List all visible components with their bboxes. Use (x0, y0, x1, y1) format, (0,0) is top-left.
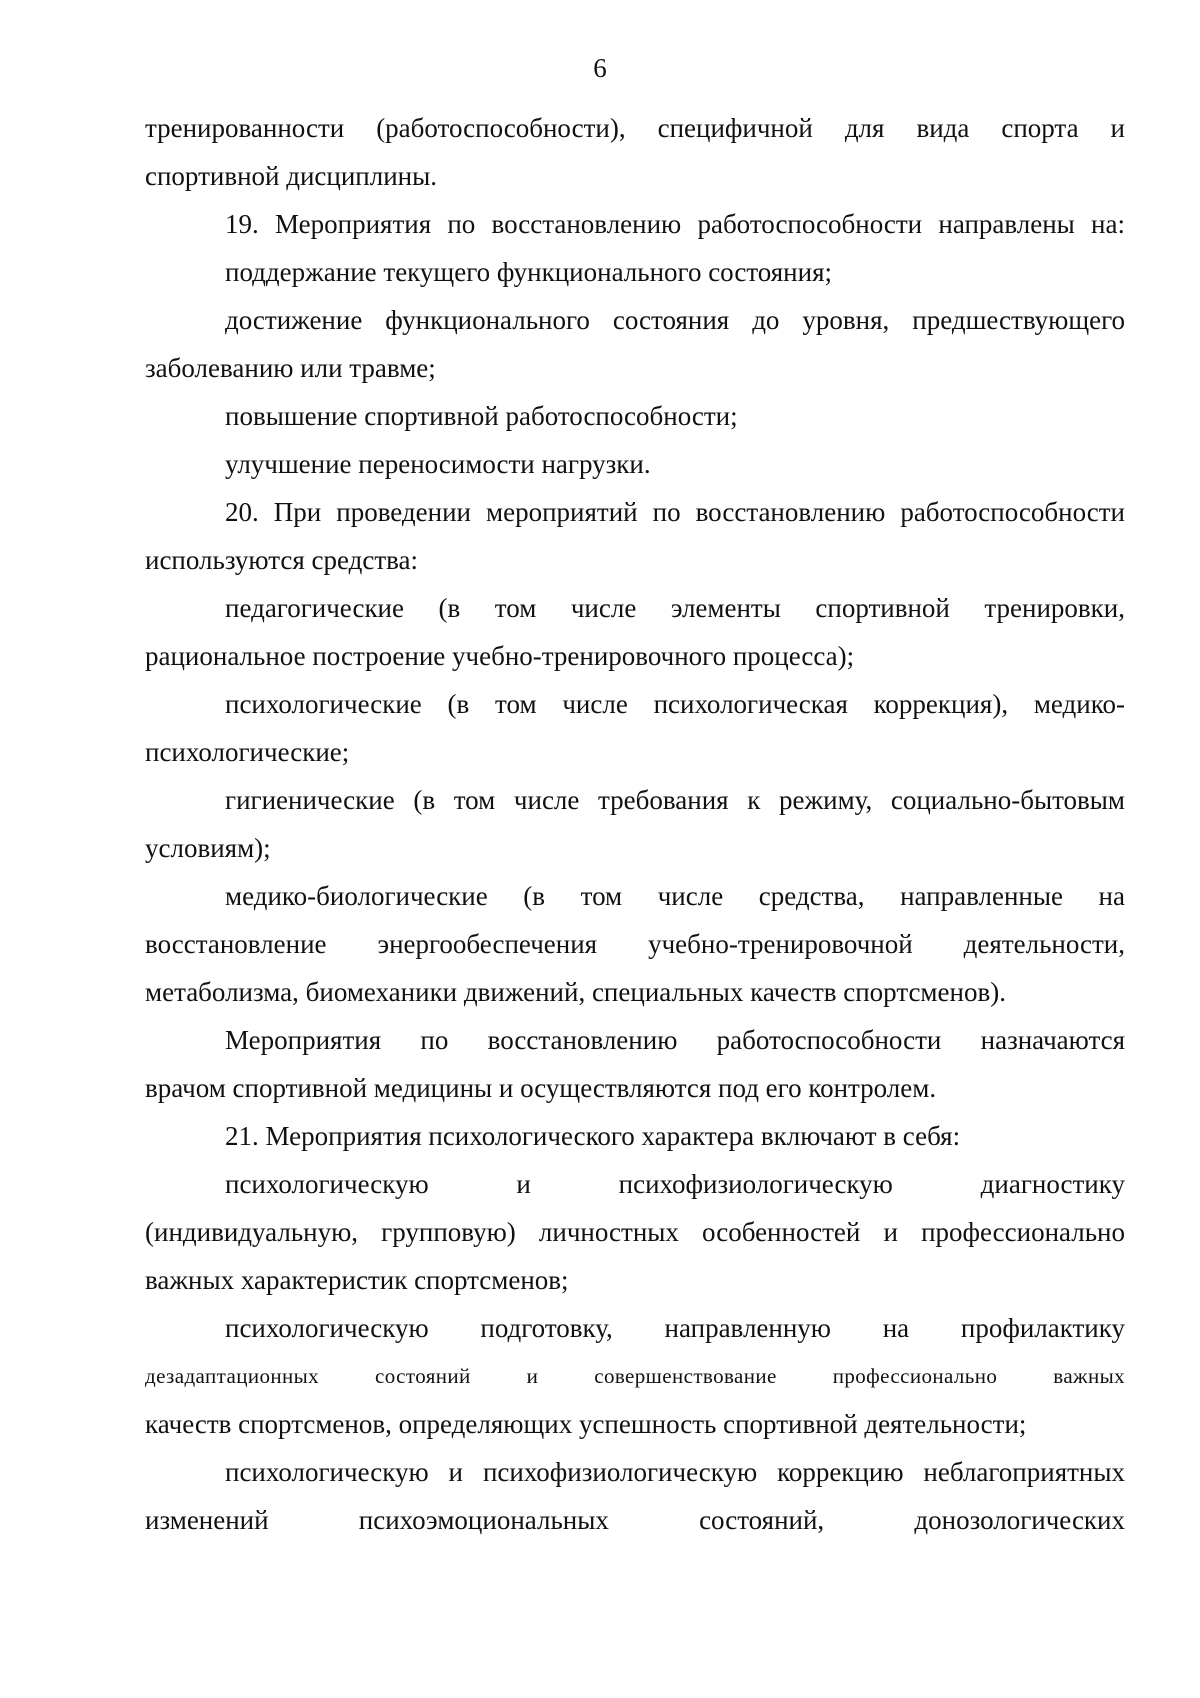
text-line: психологическую и психофизиологическую коррекцию неблагоприятных (225, 1457, 1125, 1487)
document-body (145, 104, 1125, 1544)
text-line: тренированности (работоспособности), специфичной для вида спорта и (145, 113, 1125, 143)
text-line: качеств спортсменов, определяющих успешность спортивной деятельности; (145, 1409, 1027, 1439)
page-number: 6 (593, 53, 607, 83)
text-line: медико-биологические (в том числе средства, направленные на (225, 881, 1125, 911)
text-line: 20. При проведении мероприятий по восстановлению работоспособности (225, 497, 1125, 527)
text-line: психологическую подготовку, направленную на профилактику (225, 1313, 1125, 1343)
text-line: 21. Мероприятия психологического характера включают в себя: (225, 1121, 961, 1151)
text-line: спортивной дисциплины. (145, 161, 438, 191)
text-line: педагогические (в том числе элементы спортивной тренировки, (225, 593, 1125, 623)
text-line: метаболизма, биомеханики движений, специальных качеств спортсменов). (145, 977, 1006, 1007)
text-line: изменений психоэмоциональных состояний, донозологических (145, 1505, 1125, 1535)
text-line: условиям); (145, 833, 271, 863)
text-line: заболеванию или травме; (145, 353, 436, 383)
text-line: используются средства: (145, 545, 419, 575)
text-line: восстановление энергообеспечения учебно-тренировочной деятельности, (145, 929, 1125, 959)
text-line: улучшение переносимости нагрузки. (225, 449, 651, 479)
text-line: Мероприятия по восстановлению работоспособности назначаются (225, 1025, 1125, 1055)
text-line: 19. Мероприятия по восстановлению работоспособности направлены на: (225, 209, 1125, 239)
text-line: повышение спортивной работоспособности; (225, 401, 738, 431)
text-line: достижение функционального состояния до уровня, предшествующего (225, 305, 1125, 335)
text-line: психологические; (145, 737, 350, 767)
text-line: важных характеристик спортсменов; (145, 1265, 569, 1295)
text-line: поддержание текущего функционального состояния; (225, 257, 832, 287)
text-line: психологические (в том числе психологическая коррекция), медико- (225, 689, 1125, 719)
text-line: психологическую и психофизиологическую диагностику (225, 1169, 1125, 1199)
text-line: дезадаптационных состояний и совершенствование профессионально важных (145, 1364, 1125, 1388)
text-line: врачом спортивной медицины и осуществляются под его контролем. (145, 1073, 937, 1103)
text-line: (индивидуальную, групповую) личностных особенностей и профессионально (145, 1217, 1125, 1247)
text-line: гигиенические (в том числе требования к режиму, социально-бытовым (225, 785, 1125, 815)
text-line: рациональное построение учебно-тренировочного процесса); (145, 641, 855, 671)
